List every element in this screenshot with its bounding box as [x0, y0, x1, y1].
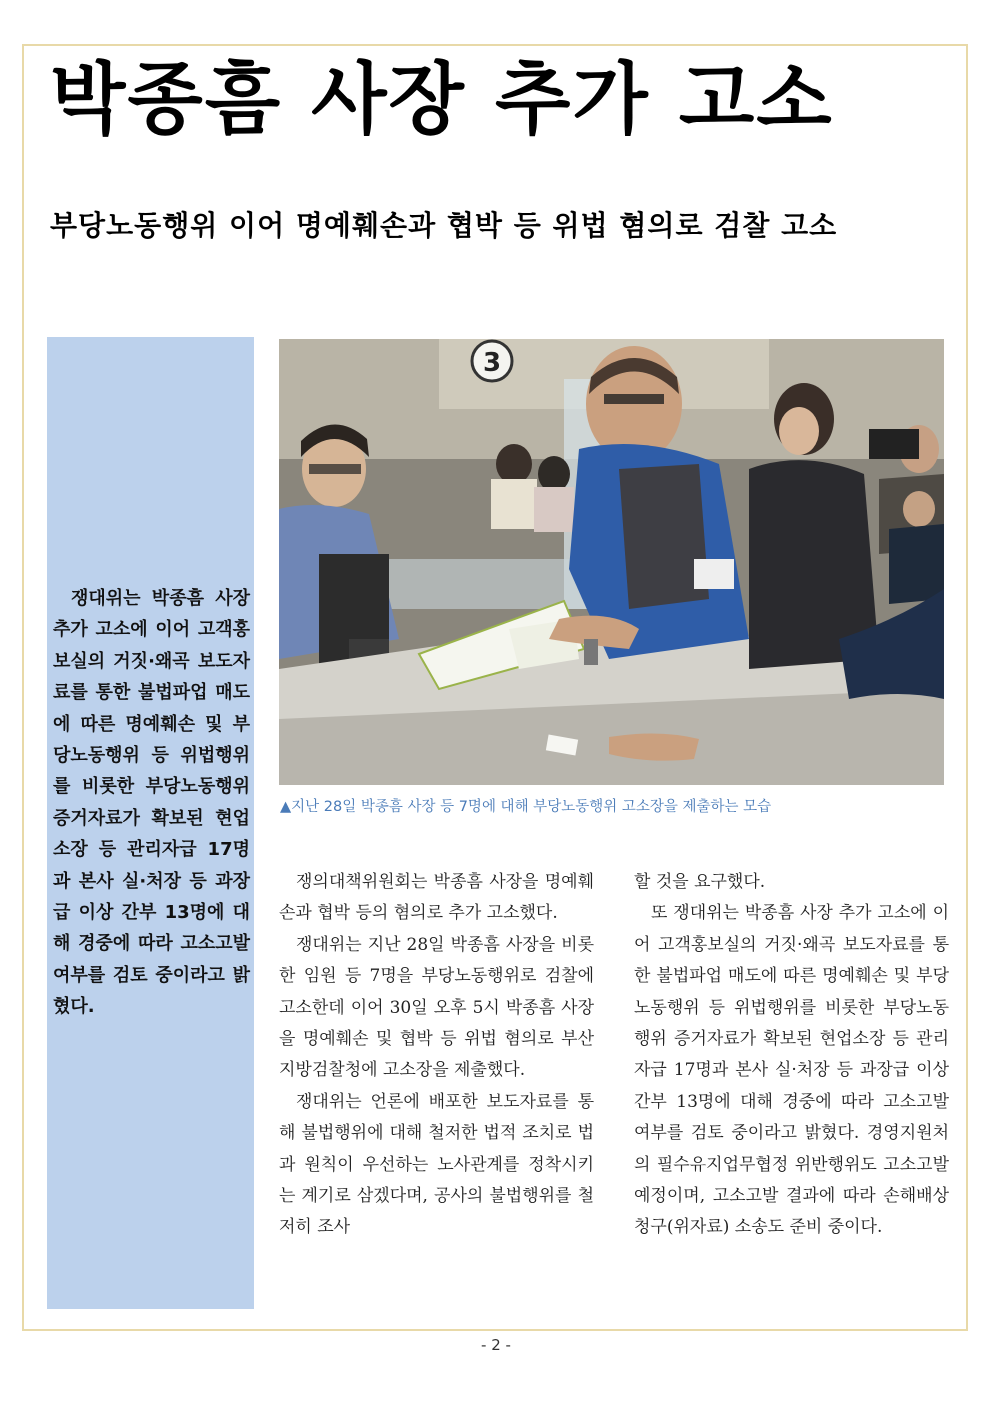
summary-sidebar [47, 337, 254, 1309]
news-photo [279, 339, 944, 785]
page-subheadline: 부당노동행위 이어 명예훼손과 협박 등 위법 혐의로 검찰 고소 [50, 209, 838, 242]
article-paragraph-continuation: 할 것을 요구했다. [634, 872, 766, 892]
page-headline: 박종흠 사장 추가 고소 [50, 55, 834, 145]
page-number: - 2 - [481, 1336, 511, 1354]
photo-caption: ▲지난 28일 박종흠 사장 등 7명에 대해 부당노동행위 고소장을 제출하는 모습 [280, 799, 772, 815]
article-paragraph: 또 쟁대위는 박종흠 사장 추가 고소에 이어 고객홍보실의 거짓·왜곡 보도자료를 통한 불법파업 매도에 따른 명예훼손 및 부당노동행위 등 위법행위를 비롯한 부당노동행위 증거자료가 확보된 현업소장 등 관리자급 17명과 본사 실·처장 등 과장급 이상 간부 13명에 대해 경중에 따라 고소고발 여부를 검토 중이라고 밝혔다. 경영지원처의 필수유지업무협정 위반행위도 고소고발 예정이며, 고소고발 결과에 따라 손해배상청구(위자료) 소송도 준비 중이다. [634, 903, 949, 1238]
article-column-right [634, 867, 949, 1244]
article-paragraph: 쟁대위는 언론에 배포한 보도자료를 통해 불법행위에 대해 철저한 법적 조치로 법과 원칙이 우선하는 노사관계를 정착시키는 계기로 삼겠다며, 공사의 불법행위를 철저히 조사 [279, 1091, 594, 1238]
sidebar-summary-text: 쟁대위는 박종흠 사장 추가 고소에 이어 고객홍보실의 거짓·왜곡 보도자료를 통한 불법파업 매도에 따른 명예훼손 및 부당노동행위 등 위법행위를 비롯한 부당노동행위 증거자료가 확보된 현업소장 등 관리자급 17명과 본사 실·처장 등 과장급 이상 간부 13명에 대해 경중에 따라 고소고발 여부를 검토 중이라고 밝혔다. [53, 588, 250, 1018]
article-column-left [279, 867, 594, 1244]
article-paragraph: 쟁대위는 지난 28일 박종흠 사장을 비롯한 임원 등 7명을 부당노동행위로 검찰에 고소한데 이어 30일 오후 5시 박종흠 사장을 명예훼손 및 협박 등 위법 혐의로 부산지방검찰청에 고소장을 제출했다. [279, 934, 594, 1081]
counter-number: 3 [482, 348, 502, 378]
article-paragraph: 쟁의대책위원회는 박종흠 사장을 명예훼손과 협박 등의 혐의로 추가 고소했다. [279, 872, 594, 924]
